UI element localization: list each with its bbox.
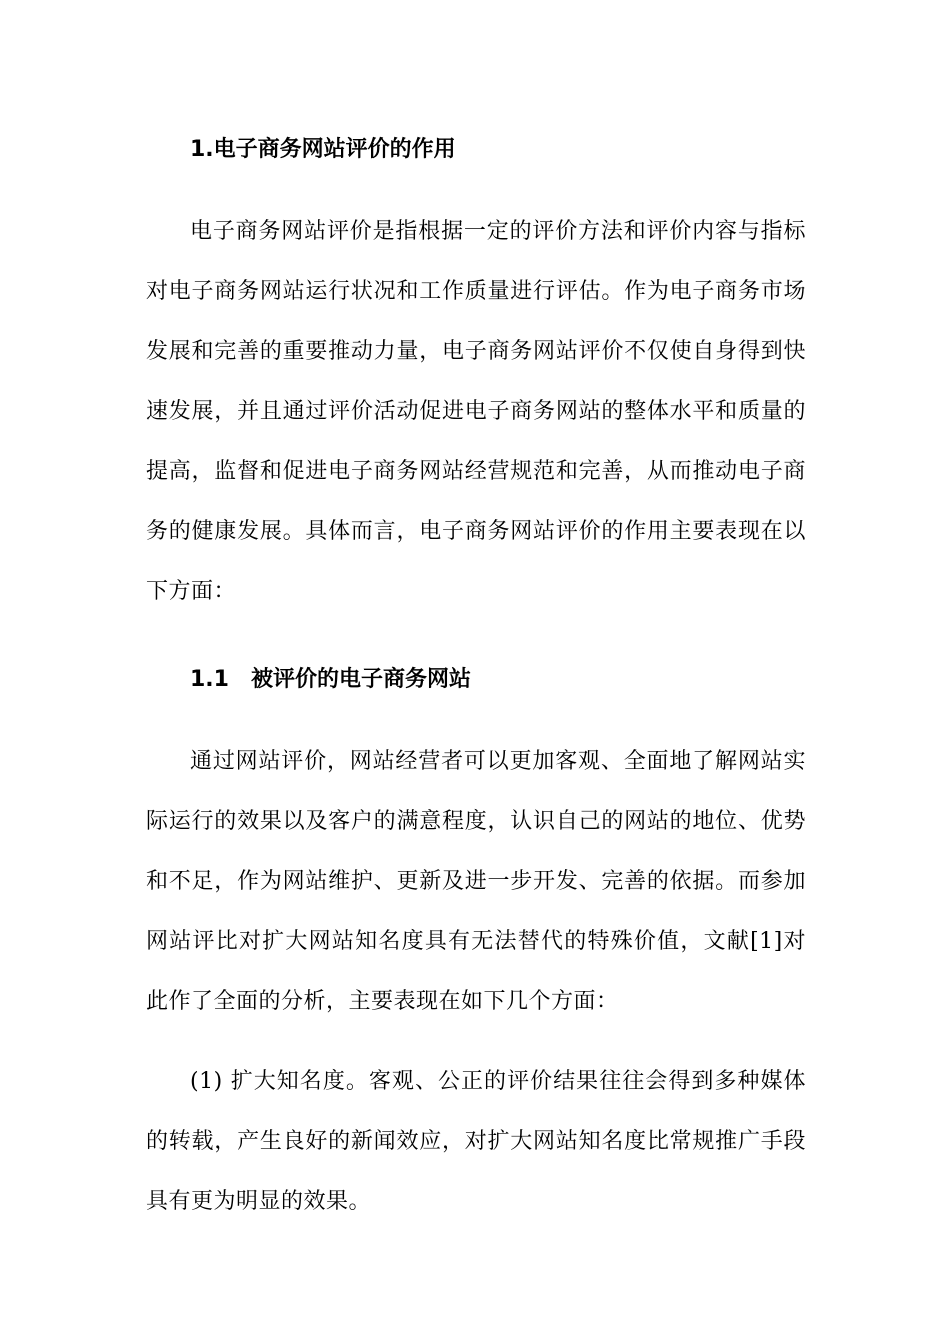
subsection-title: 被评价的电子商务网站	[250, 667, 471, 692]
document-body	[146, 128, 806, 1232]
subsection-paragraph: 通过网站评价，网站经营者可以更加客观、全面地了解网站实际运行的效果以及客户的满意程度，认识自己的网站的地位、优势和不足，作为网站维护、更新及进一步开发、完善的依据。而参加网站评比对扩大网站知名度具有无法替代的特殊价值，文献[1]对此作了全面的分析，主要表现在如下几个方面：	[146, 749, 806, 1014]
subsection-heading	[146, 658, 806, 702]
section-heading-text: 1.电子商务网站评价的作用	[190, 137, 456, 162]
list-item-paragraph: (1) 扩大知名度。客观、公正的评价结果往往会得到多种媒体的转载，产生良好的新闻效应，对扩大网站知名度比常规推广手段具有更为明显的效果。	[146, 1069, 806, 1214]
subsection-number: 1.1	[190, 667, 229, 692]
section-heading	[146, 128, 806, 172]
section-paragraph: 电子商务网站评价是指根据一定的评价方法和评价内容与指标对电子商务网站运行状况和工作质量进行评估。作为电子商务市场发展和完善的重要推动力量，电子商务网站评价不仅使自身得到快速发展，并且通过评价活动促进电子商务网站的整体水平和质量的提高，监督和促进电子商务网站经营规范和完善，从而推动电子商务的健康发展。具体而言，电子商务网站评价的作用主要表现在以下方面：	[146, 219, 806, 604]
